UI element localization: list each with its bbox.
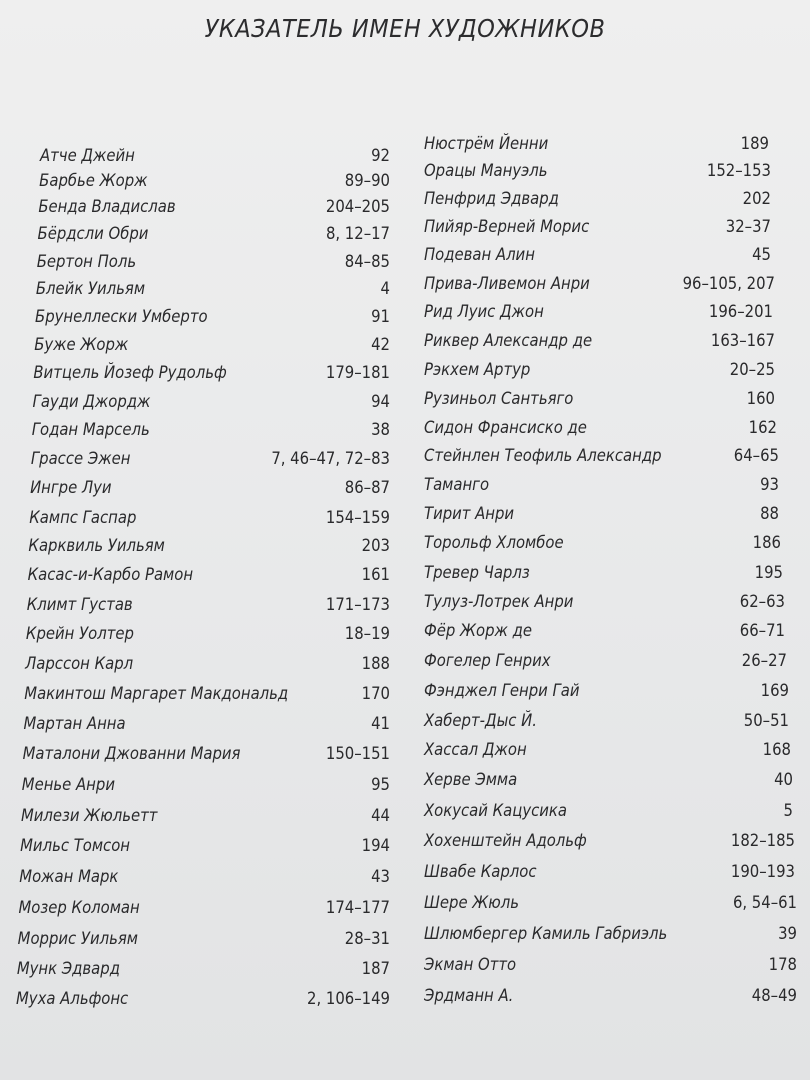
index-entry <box>0 134 801 160</box>
page-numbers: 178 <box>768 955 797 974</box>
index-entry <box>0 681 801 707</box>
artist-name: Барбье Жорж <box>39 171 148 190</box>
index-entry <box>0 161 801 187</box>
artist-name: Хассал Джон <box>424 740 527 759</box>
page-numbers: 163–167 <box>710 331 775 350</box>
page-numbers: 18–19 <box>344 624 390 643</box>
page-numbers: 38 <box>371 420 390 439</box>
page-numbers: 194 <box>361 836 390 855</box>
page-numbers: 26–27 <box>741 651 787 670</box>
page-numbers: 20–25 <box>729 360 775 379</box>
index-entry <box>0 955 801 981</box>
artist-name: Касас-и-Карбо Рамон <box>27 565 194 584</box>
page-numbers: 66–71 <box>739 621 785 640</box>
index-entry <box>0 563 801 589</box>
artist-name: Крейн Уолтер <box>25 624 134 643</box>
page-numbers: 95 <box>371 775 390 794</box>
index-entry <box>0 592 801 618</box>
page-title: УКАЗАТЕЛЬ ИМЕН ХУДОЖНИКОВ <box>204 14 606 43</box>
artist-name: Швабе Карлос <box>424 862 537 881</box>
page-numbers: 92 <box>371 146 390 165</box>
artist-name: Ларссон Карл <box>25 654 134 673</box>
artist-name: Брунеллески Умберто <box>35 307 208 326</box>
artist-name: Фёр Жорж де <box>424 621 533 640</box>
artist-name: Милези Жюльетт <box>20 806 158 825</box>
artist-name: Карквиль Уильям <box>28 536 165 555</box>
artist-name: Тревер Чарлз <box>424 563 530 582</box>
page-numbers: 2, 106–149 <box>307 989 390 1008</box>
artist-name: Хохенштейн Адольф <box>424 831 587 850</box>
index-entry <box>0 831 801 857</box>
artist-name: Рэкхем Артур <box>424 360 531 379</box>
page-numbers: 93 <box>760 475 779 494</box>
page-numbers: 162 <box>748 418 777 437</box>
page-numbers: 195 <box>754 563 783 582</box>
page-numbers: 6, 54–61 <box>732 893 797 912</box>
index-entry <box>0 189 801 215</box>
artist-name: Кампс Гаспар <box>29 508 137 527</box>
page-numbers: 44 <box>371 806 390 825</box>
page-numbers: 161 <box>361 565 390 584</box>
page-numbers: 170 <box>361 684 390 703</box>
artist-name: Подеван Алин <box>424 245 535 264</box>
page-numbers: 154–159 <box>325 508 390 527</box>
artist-name: Годан Марсель <box>31 420 150 439</box>
artist-name: Торольф Хломбое <box>424 533 564 552</box>
artist-name: Шере Жюль <box>424 893 520 912</box>
artist-name: Эрдманн А. <box>424 986 514 1005</box>
page-numbers: 91 <box>371 307 390 326</box>
page-numbers: 186 <box>752 533 781 552</box>
index-column-right <box>0 134 801 1034</box>
page-numbers: 4 <box>380 279 390 298</box>
artist-name: Риквер Александр де <box>424 331 593 350</box>
artist-name: Грассе Эжен <box>30 449 131 468</box>
page-numbers: 182–185 <box>730 831 795 850</box>
index-entry <box>0 621 801 647</box>
page-numbers: 179–181 <box>325 363 390 382</box>
index-entry <box>0 274 801 300</box>
artist-name: Мильс Томсон <box>20 836 130 855</box>
artist-name: Блейк Уильям <box>35 279 146 298</box>
artist-name: Ингре Луи <box>30 478 112 497</box>
artist-name: Атче Джейн <box>40 146 135 165</box>
artist-name: Фогелер Генрих <box>424 651 551 670</box>
artist-name: Бёрдсли Обри <box>37 224 149 243</box>
artist-name: Шлюмбергер Камиль Габриэль <box>424 924 668 943</box>
page-numbers: 39 <box>778 924 797 943</box>
index-entry <box>0 331 801 357</box>
index-entry <box>0 504 801 530</box>
page-numbers: 189 <box>740 134 769 153</box>
artist-name: Тирит Анри <box>424 504 515 523</box>
artist-name: Нюстрём Йенни <box>424 134 549 153</box>
index-entry <box>0 893 801 919</box>
artist-name: Стейнлен Теофиль Александр <box>424 446 662 465</box>
page-numbers: 196–201 <box>708 302 773 321</box>
artist-name: Пенфрид Эдвард <box>424 189 559 208</box>
page-numbers: 28–31 <box>344 929 390 948</box>
index-entry <box>0 533 801 559</box>
artist-name: Хокусай Кацусика <box>424 801 567 820</box>
artist-name: Фэнджел Генри Гай <box>424 681 580 700</box>
index-entry <box>0 924 801 950</box>
artist-name: Сидон Франсиско де <box>424 418 587 437</box>
page-numbers: 171–173 <box>325 595 390 614</box>
page-numbers: 50–51 <box>743 711 789 730</box>
page-numbers: 150–151 <box>325 744 390 763</box>
page-numbers: 203 <box>361 536 390 555</box>
artist-name: Рид Луис Джон <box>424 302 544 321</box>
artist-name: Рузиньол Сантьяго <box>424 389 574 408</box>
index-entry <box>0 740 801 766</box>
index-entry <box>0 360 801 386</box>
page-numbers: 202 <box>742 189 771 208</box>
page-numbers: 5 <box>783 801 793 820</box>
page-numbers: 7, 46–47, 72–83 <box>271 449 390 468</box>
page-numbers: 204–205 <box>325 197 390 216</box>
artist-name: Таманго <box>424 475 490 494</box>
page-numbers: 43 <box>371 867 390 886</box>
page-numbers: 187 <box>361 959 390 978</box>
artist-name: Мозер Коломан <box>18 898 140 917</box>
artist-name: Моррис Уильям <box>17 929 138 948</box>
page-numbers: 188 <box>361 654 390 673</box>
page-numbers: 84–85 <box>344 252 390 271</box>
page-numbers: 48–49 <box>751 986 797 1005</box>
page-numbers: 8, 12–17 <box>325 224 390 243</box>
page-numbers: 94 <box>371 392 390 411</box>
page-numbers: 40 <box>774 770 793 789</box>
artist-name: Макинтош Маргарет Макдональд <box>24 684 289 703</box>
index-entry <box>0 986 801 1012</box>
artist-name: Мартан Анна <box>23 714 126 733</box>
artist-name: Прива-Ливемон Анри <box>424 274 590 293</box>
artist-name: Экман Отто <box>424 955 517 974</box>
index-entry <box>0 651 801 677</box>
page-numbers: 160 <box>746 389 775 408</box>
index-entry <box>0 711 801 737</box>
artist-name: Буже Жорж <box>34 335 129 354</box>
index-entry <box>0 389 801 415</box>
index-entry <box>0 217 801 243</box>
index-entry <box>0 475 801 501</box>
artist-name: Орацы Мануэль <box>424 161 548 180</box>
page-numbers: 96–105, 207 <box>682 274 775 293</box>
artist-name: Можан Марк <box>19 867 119 886</box>
page-numbers: 41 <box>371 714 390 733</box>
artist-name: Бенда Владислав <box>38 197 176 216</box>
artist-name: Пийяр-Верней Морис <box>424 217 590 236</box>
index-entry <box>0 862 801 888</box>
page-numbers: 174–177 <box>325 898 390 917</box>
index-entry <box>0 302 801 328</box>
page-numbers: 86–87 <box>344 478 390 497</box>
artist-name: Витцель Йозеф Рудольф <box>33 363 227 382</box>
page-numbers: 89–90 <box>344 171 390 190</box>
page-numbers: 88 <box>760 504 779 523</box>
artist-name: Маталони Джованни Мария <box>22 744 241 763</box>
page-numbers: 64–65 <box>733 446 779 465</box>
index-entry <box>0 245 801 271</box>
artist-name: Херве Эмма <box>424 770 518 789</box>
artist-name: Муха Альфонс <box>16 989 129 1008</box>
artist-name: Гауди Джордж <box>32 392 151 411</box>
page-numbers: 45 <box>752 245 771 264</box>
page-numbers: 152–153 <box>706 161 771 180</box>
page-numbers: 168 <box>762 740 791 759</box>
artist-name: Тулуз-Лотрек Анри <box>424 592 574 611</box>
page-numbers: 62–63 <box>739 592 785 611</box>
artist-name: Климт Густав <box>26 595 133 614</box>
artist-name: Менье Анри <box>21 775 115 794</box>
artist-name: Бертон Поль <box>36 252 137 271</box>
page-numbers: 32–37 <box>725 217 771 236</box>
index-entry <box>0 446 801 472</box>
page-numbers: 42 <box>371 335 390 354</box>
index-entry <box>0 418 801 444</box>
artist-name: Мунк Эдвард <box>16 959 120 978</box>
page-numbers: 169 <box>760 681 789 700</box>
artist-name: Хаберт-Дыс Й. <box>424 711 537 730</box>
index-entry <box>0 801 801 827</box>
page-numbers: 190–193 <box>730 862 795 881</box>
index-entry <box>0 770 801 796</box>
